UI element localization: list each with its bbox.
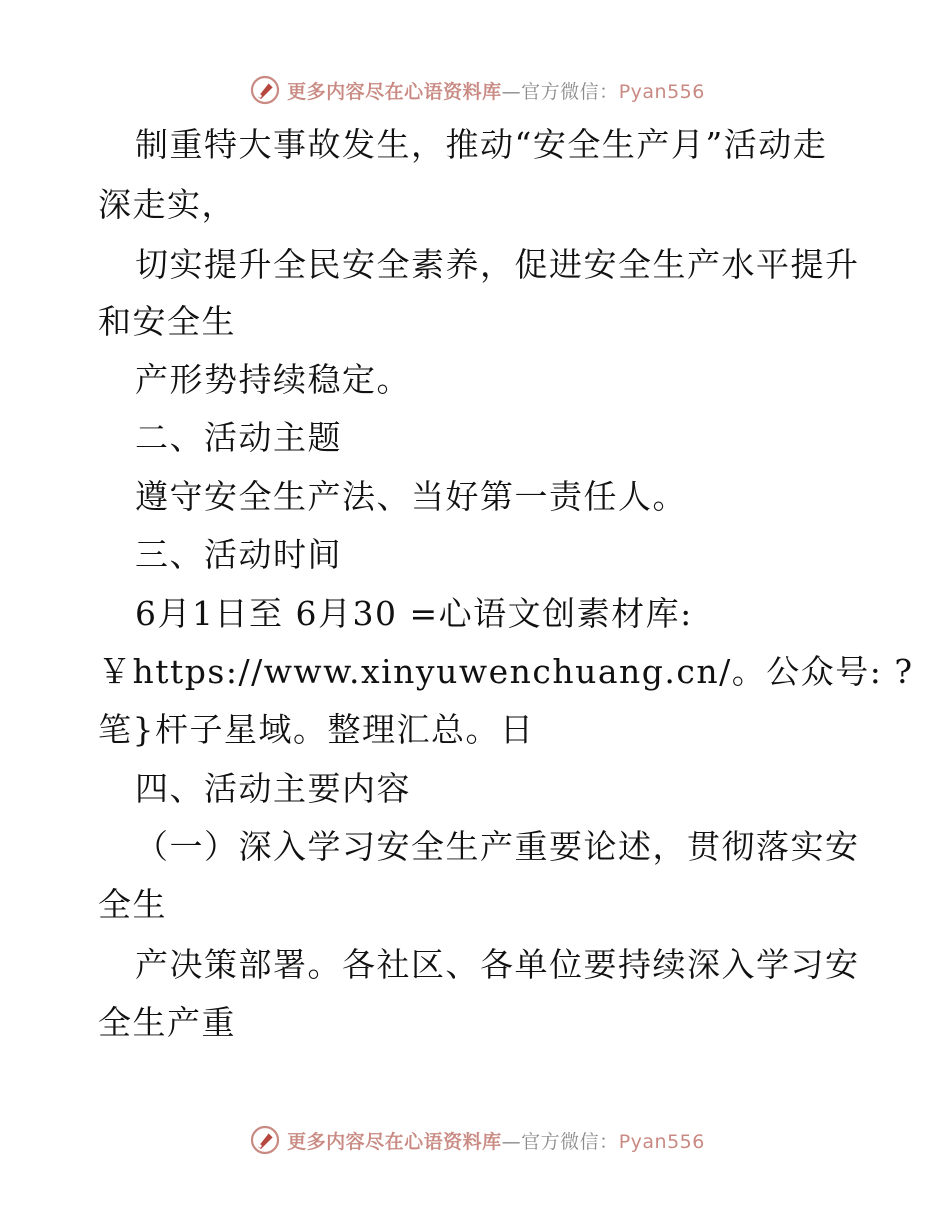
paragraph-line: 6月1日至 6月30 =心语文创素材库: <box>135 594 693 633</box>
header-banner-dash: — <box>501 80 522 103</box>
footer-banner-content <box>249 1124 705 1156</box>
paragraph-line: 深走实， <box>98 185 236 224</box>
paragraph-line: 笔}杆子星域。整理汇总。日 <box>98 710 535 749</box>
paragraph-line: 全生产重 <box>98 1003 236 1042</box>
paragraph-line: （一）深入学习安全生产重要论述，贯彻落实安 <box>135 827 860 866</box>
paragraph-line: 全生 <box>98 885 167 924</box>
footer-banner-text <box>287 1127 705 1154</box>
section-heading: 三、活动时间 <box>135 535 342 574</box>
header-banner-wechat-id: Pyan556 <box>618 80 705 103</box>
paragraph-line: 产决策部署。各社区、各单位要持续深入学习安 <box>135 945 860 984</box>
paragraph-line: ￥https://www.xinyuwenchuang.cn/。公众号: ? <box>98 652 914 691</box>
footer-banner-wechat-label: 官方微信： <box>521 1130 619 1153</box>
paragraph-line: 和安全生 <box>98 302 236 341</box>
paragraph-line: 制重特大事故发生，推动“安全生产月”活动走 <box>135 125 828 164</box>
section-heading: 二、活动主题 <box>135 418 342 457</box>
footer-banner <box>0 1120 950 1160</box>
header-banner-wechat-label: 官方微信： <box>521 80 619 103</box>
paragraph-line: 产形势持续稳定。 <box>135 360 411 399</box>
footer-banner-dash: — <box>501 1130 522 1153</box>
pen-nib-logo-icon <box>249 1124 281 1156</box>
paragraph-line: 切实提升全民安全素养，促进安全生产水平提升 <box>135 245 860 284</box>
header-banner-title: 更多内容尽在心语资料库 <box>287 80 502 103</box>
paragraph-line: 遵守安全生产法、当好第一责任人。 <box>135 477 687 516</box>
footer-banner-wechat-id: Pyan556 <box>618 1130 705 1153</box>
section-heading: 四、活动主要内容 <box>135 769 411 808</box>
footer-banner-title: 更多内容尽在心语资料库 <box>287 1130 502 1153</box>
